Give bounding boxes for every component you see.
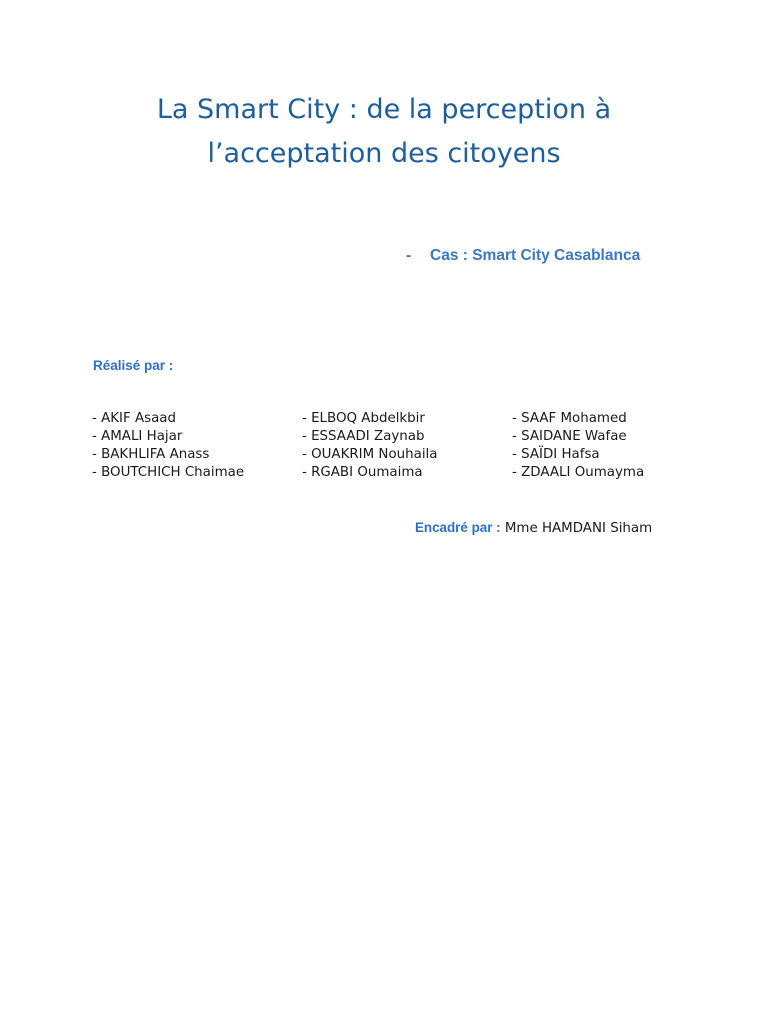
- case-subtitle: [406, 246, 640, 266]
- author-item: - BOUTCHICH Chaimae: [92, 465, 245, 480]
- realise-par-label: Réalisé par :: [93, 358, 174, 373]
- title-line-2: l’acceptation des citoyens: [207, 138, 561, 169]
- case-label: Cas : Smart City Casablanca: [430, 247, 641, 264]
- author-item: - SAAF Mohamed: [512, 411, 627, 426]
- author-item: - ELBOQ Abdelkbir: [302, 411, 425, 426]
- encadre-label: Encadré par :: [415, 520, 501, 535]
- case-dash: -: [406, 247, 412, 264]
- title-line-1: La Smart City : de la perception à: [156, 94, 612, 125]
- author-item: - BAKHLIFA Anass: [92, 447, 210, 462]
- page-title: [0, 88, 768, 176]
- author-item: - RGABI Oumaima: [302, 465, 423, 480]
- author-item: - AKIF Asaad: [92, 411, 176, 426]
- supervisor-name: Mme HAMDANI Siham: [504, 521, 653, 536]
- supervisor-line: [415, 519, 652, 538]
- author-item: - ZDAALI Oumayma: [512, 465, 645, 480]
- author-item: - OUAKRIM Nouhaila: [302, 447, 438, 462]
- authors-column-1: [92, 410, 244, 482]
- authors-column-3: [512, 410, 644, 482]
- author-item: - SAIDANE Wafae: [512, 429, 627, 444]
- author-item: - AMALI Hajar: [92, 429, 183, 444]
- author-item: - ESSAADI Zaynab: [302, 429, 425, 444]
- author-item: - SAÏDI Hafsa: [512, 447, 600, 462]
- authors-column-2: [302, 410, 437, 482]
